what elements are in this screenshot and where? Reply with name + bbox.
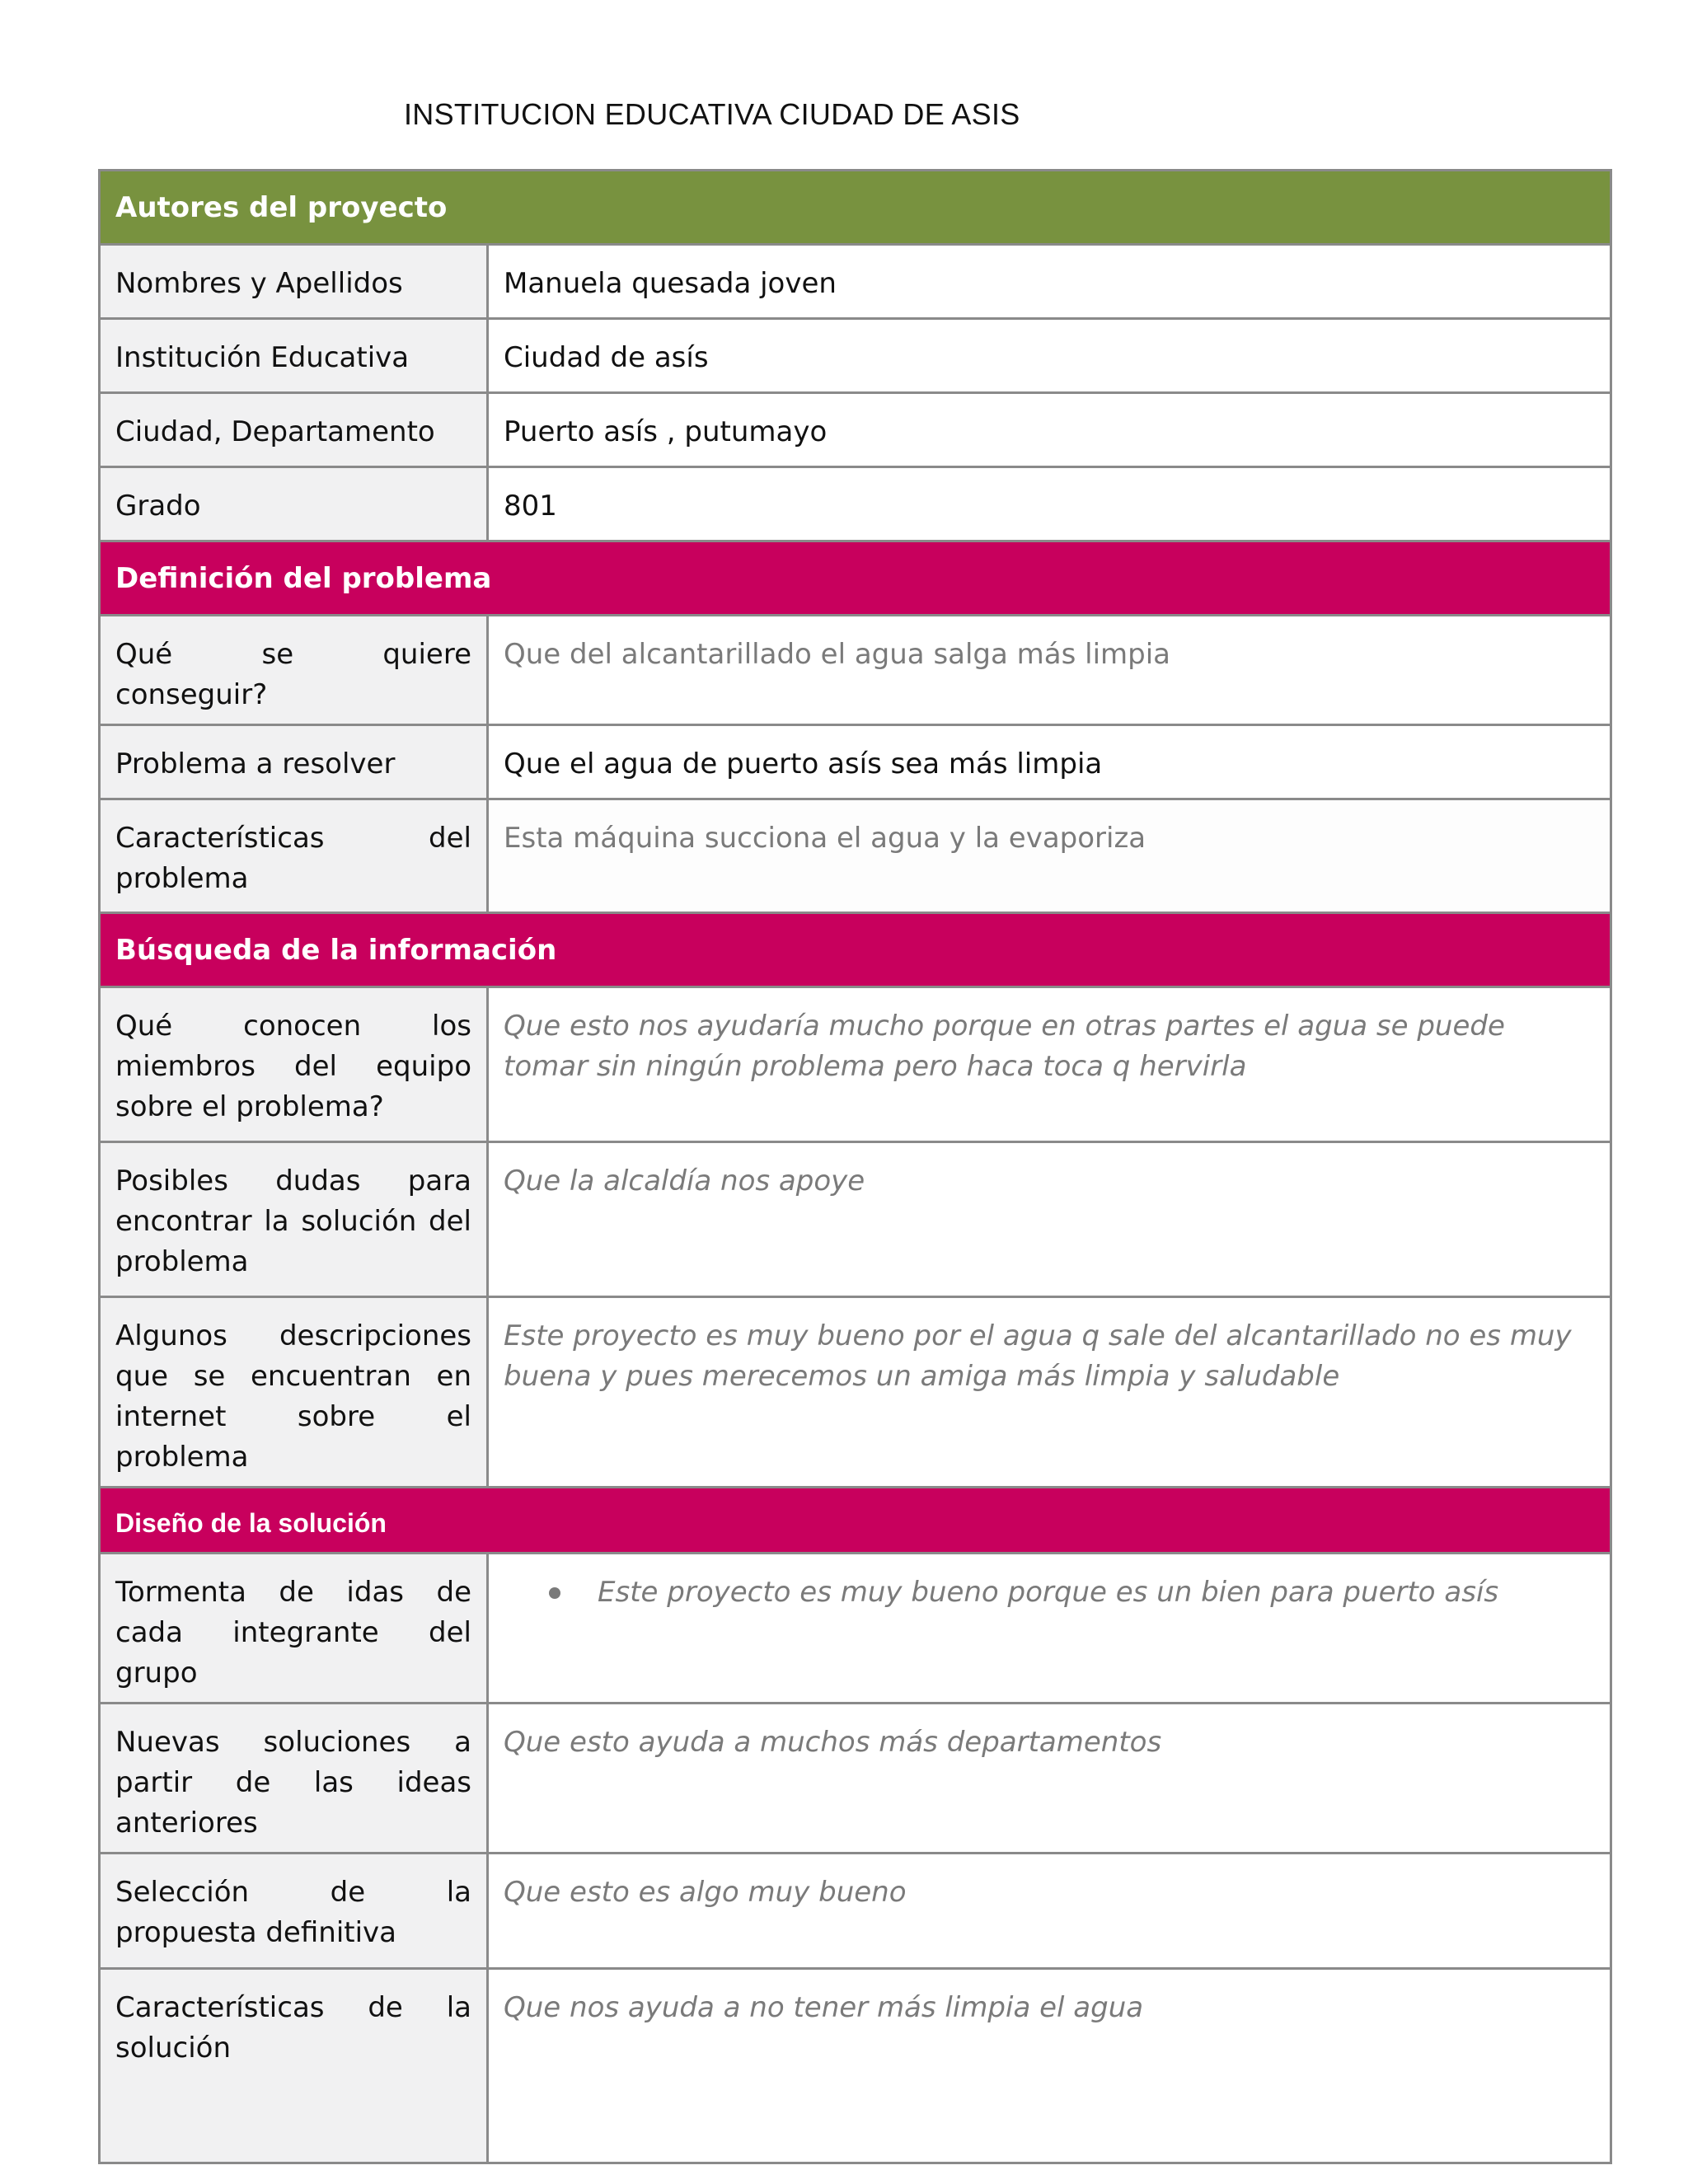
- field-label-institution: Institución Educativa: [100, 319, 488, 393]
- bullet-icon: [549, 1587, 560, 1599]
- field-value-solution-characteristics: Que nos ayuda a no tener más limpia el agua: [488, 1969, 1611, 2163]
- field-value-brainstorm-cell: [488, 1554, 1611, 1704]
- table-row: [100, 1704, 1611, 1854]
- field-label-new-solutions: Nuevas soluciones a partir de las ideas anteriores: [100, 1704, 488, 1854]
- section-header-design: [100, 1488, 1611, 1554]
- table-row: [100, 467, 1611, 541]
- document-title: INSTITUCION EDUCATIVA CIUDAD DE ASIS: [404, 97, 1020, 131]
- section-title-problem: Definición del problema: [100, 541, 1611, 616]
- field-label-internet-descriptions: Algunos descripciones que se encuentran en internet sobre el problema: [100, 1297, 488, 1488]
- table-row: [100, 987, 1611, 1142]
- table-row: [100, 1297, 1611, 1488]
- field-label-team-knowledge: Qué conocen los miembros del equipo sobre el problema?: [100, 987, 488, 1142]
- table-row: [100, 319, 1611, 393]
- field-value-possible-doubts: Que la alcaldía nos apoye: [488, 1142, 1611, 1297]
- field-value-team-knowledge: Que esto nos ayudaría mucho porque en otras partes el agua se puede tomar sin ningún problema pero haca toca q hervirla: [488, 987, 1611, 1142]
- bullet-list-item: [504, 1572, 1595, 1613]
- table-row: [100, 393, 1611, 467]
- field-value-brainstorm: Este proyecto es muy bueno porque es un bien para puerto asís: [598, 1576, 1499, 1609]
- table-row: [100, 245, 1611, 319]
- table-row: [100, 799, 1611, 913]
- section-title-research: Búsqueda de la información: [100, 913, 1611, 987]
- field-label-solution-characteristics: Características de la solución: [100, 1969, 488, 2163]
- project-form-table: [98, 169, 1612, 2164]
- field-label-selected-proposal: Selección de la propuesta definitiva: [100, 1854, 488, 1969]
- field-value-internet-descriptions: Este proyecto es muy bueno por el agua q sale del alcantarillado no es muy buena y pues merecemos un amiga más limpia y saludable: [488, 1297, 1611, 1488]
- field-value-problem: Que el agua de puerto asís sea más limpia: [488, 725, 1611, 799]
- field-label-goal: Qué se quiere conseguir?: [100, 616, 488, 725]
- table-row: [100, 1142, 1611, 1297]
- section-header-research: [100, 913, 1611, 987]
- field-value-new-solutions: Que esto ayuda a muchos más departamentos: [488, 1704, 1611, 1854]
- table-row: [100, 725, 1611, 799]
- field-value-names: Manuela quesada joven: [488, 245, 1611, 319]
- field-label-possible-doubts: Posibles dudas para encontrar la solución del problema: [100, 1142, 488, 1297]
- field-value-goal: Que del alcantarillado el agua salga más limpia: [488, 616, 1611, 725]
- field-label-city: Ciudad, Departamento: [100, 393, 488, 467]
- section-header-problem: [100, 541, 1611, 616]
- field-value-city: Puerto asís , putumayo: [488, 393, 1611, 467]
- section-title-authors: Autores del proyecto: [100, 171, 1611, 245]
- field-label-problem: Problema a resolver: [100, 725, 488, 799]
- field-value-selected-proposal: Que esto es algo muy bueno: [488, 1854, 1611, 1969]
- table-row: [100, 1554, 1611, 1704]
- field-label-problem-characteristics: Características del problema: [100, 799, 488, 913]
- field-label-names: Nombres y Apellidos: [100, 245, 488, 319]
- table-row: [100, 1969, 1611, 2163]
- field-label-grade: Grado: [100, 467, 488, 541]
- section-title-design: Diseño de la solución: [100, 1488, 1611, 1554]
- field-value-institution: Ciudad de asís: [488, 319, 1611, 393]
- section-header-authors: [100, 171, 1611, 245]
- field-value-grade: 801: [488, 467, 1611, 541]
- field-label-brainstorm: Tormenta de idas de cada integrante del grupo: [100, 1554, 488, 1704]
- field-value-problem-characteristics: Esta máquina succiona el agua y la evaporiza: [488, 799, 1611, 913]
- table-row: [100, 616, 1611, 725]
- table-row: [100, 1854, 1611, 1969]
